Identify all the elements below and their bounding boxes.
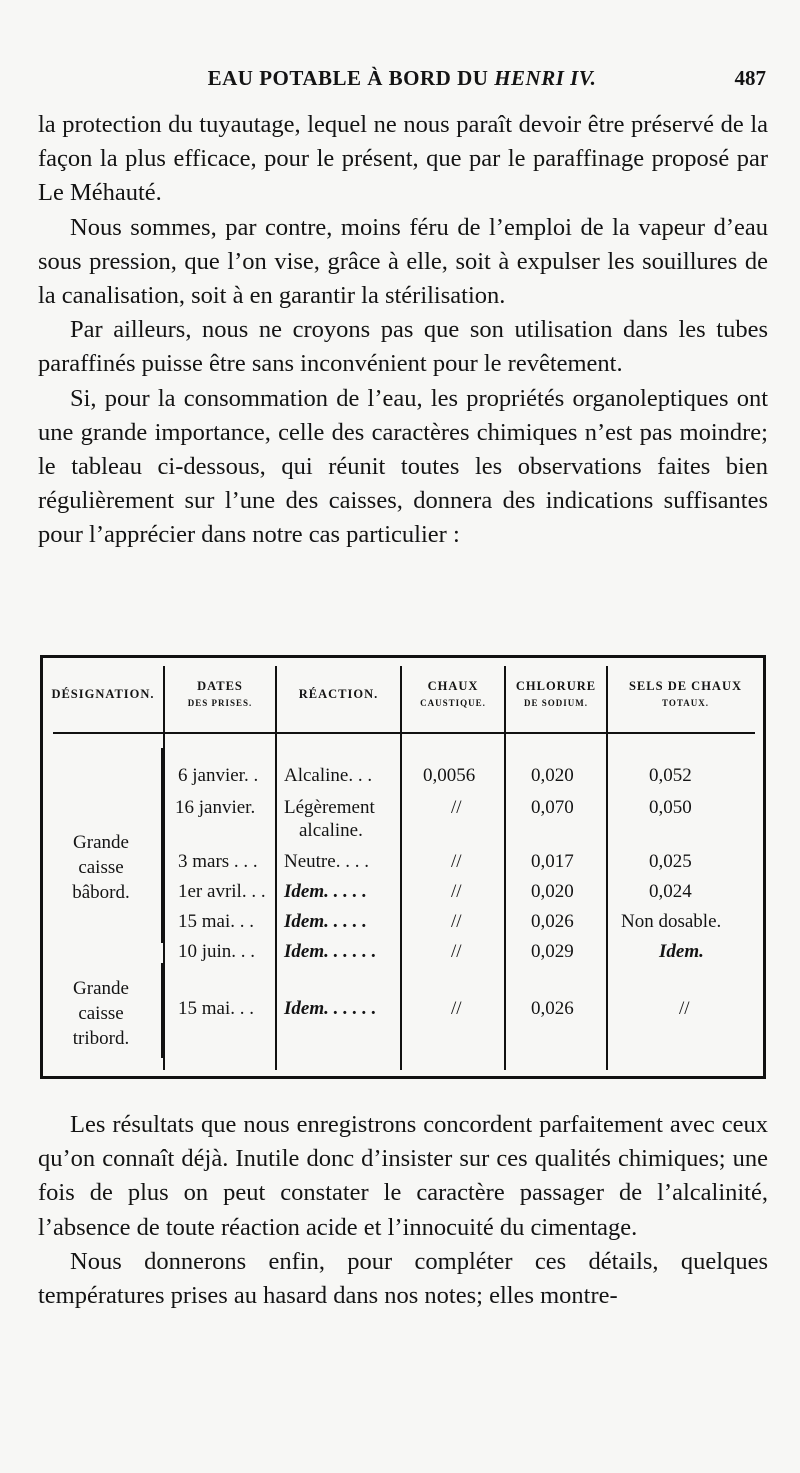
header-dates: DATES DES PRISES. [187,679,253,708]
analysis-table [40,655,766,1079]
cell-sels: 0,025 [649,851,692,872]
cell-chlorure: 0,020 [531,765,574,786]
cell-sels: 0,024 [649,881,692,902]
brace-babord [161,748,163,943]
paragraph: Les résultats que nous enregistrons concordent parfaitement avec ceux qu’on connaît déjà. Inutile donc d’insister sur ces qualités chimiques; une fois de plus on peut constater le caractère passager de l’alcalinité, l’absence de toute réaction acide et l’innocuité du cimentage. [38,1111,768,1241]
cell-date: 16 janvier. [175,797,256,818]
cell-chaux: 0,0056 [423,765,476,786]
cell-chaux: // [451,941,462,962]
cell-sels: Idem. [659,941,704,962]
cell-date: 10 juin. . . [178,941,256,962]
cell-chlorure: 0,026 [531,998,574,1019]
column-divider [275,666,277,1070]
header-chlorure: CHLORURE DE SODIUM. [515,679,597,708]
cell-chlorure: 0,017 [531,851,574,872]
cell-date: 15 mai. . . [178,998,254,1019]
column-divider [504,666,506,1070]
cell-chlorure: 0,020 [531,881,574,902]
page-number: 487 [734,66,766,90]
cell-reaction: Alcaline. . . [284,765,373,786]
cell-chaux: // [451,911,462,932]
header-sels: SELS DE CHAUX TOTAUX. [628,679,743,708]
header-reaction: RÉACTION. [298,687,379,701]
cell-reaction: Idem. . . . . [284,911,367,932]
brace-tribord [161,963,163,1058]
column-divider [163,666,165,1070]
paragraph: la protection du tuyautage, lequel ne nous paraît devoir être préservé de la façon la plus efficace, pour le présent, que par le paraffinage proposé par Le Méhauté. [38,111,768,207]
header-chaux: CHAUX CAUSTIQUE. [420,679,486,708]
running-title: EAU POTABLE À BORD DU HENRI IV. [207,66,597,90]
paragraph: Nous donnerons enfin, pour compléter ces détails, quelques températures prises au hasard dans nos notes; elles montre- [38,1247,768,1310]
paragraph: Par ailleurs, nous ne croyons pas que son utilisation dans les tubes paraffinés puisse être sans inconvénient pour le revêtement. [38,316,768,378]
paragraph: Si, pour la consommation de l’eau, les propriétés organoleptiques ont une grande importance, celle des caractères chimiques n’est pas moindre; le tableau ci-dessous, qui réunit toutes les observations faites bien régulièrement sur l’une des caisses, donnera des indications suffisantes pour l’apprécier dans notre cas particulier : [38,384,768,549]
cell-chlorure: 0,070 [531,797,574,818]
cell-reaction: Légèrement [284,797,375,818]
column-divider [400,666,402,1070]
cell-reaction: Neutre. . . . [284,851,369,872]
body-text-bottom [38,1108,768,1313]
running-header [38,62,766,96]
cell-chaux: // [451,881,462,902]
cell-date: 3 mars . . . [178,851,258,872]
cell-reaction-cont: alcaline. [299,820,363,841]
paragraph: Nous sommes, par contre, moins féru de l’emploi de la vapeur d’eau sous pression, que l’on vise, grâce à elle, soit à expulser les souillures de la canalisation, soit à en garantir la stérilisation. [38,213,768,310]
cell-chlorure: 0,026 [531,911,574,932]
cell-date: 1er avril. . . [178,881,266,902]
cell-chaux: // [451,797,462,818]
cell-date: 6 janvier. . [178,765,259,786]
header-designation: DÉSIGNATION. [51,687,155,701]
cell-reaction: Idem. . . . . . [284,998,377,1019]
cell-chlorure: 0,029 [531,941,574,962]
cell-sels: // [679,998,690,1019]
column-divider [606,666,608,1070]
cell-sels: 0,052 [649,765,692,786]
cell-reaction: Idem. . . . . . [284,941,377,962]
cell-chaux: // [451,851,462,872]
cell-date: 15 mai. . . [178,911,254,932]
body-text-top [38,108,768,553]
cell-reaction: Idem. . . . . [284,881,367,902]
cell-sels: Non dosable. [621,911,722,932]
cell-sels: 0,050 [649,797,692,818]
header-rule [53,732,755,734]
group-label-babord: Grande caisse bâbord. [72,832,130,903]
cell-chaux: // [451,998,462,1019]
group-label-tribord: Grande caisse tribord. [72,978,130,1049]
